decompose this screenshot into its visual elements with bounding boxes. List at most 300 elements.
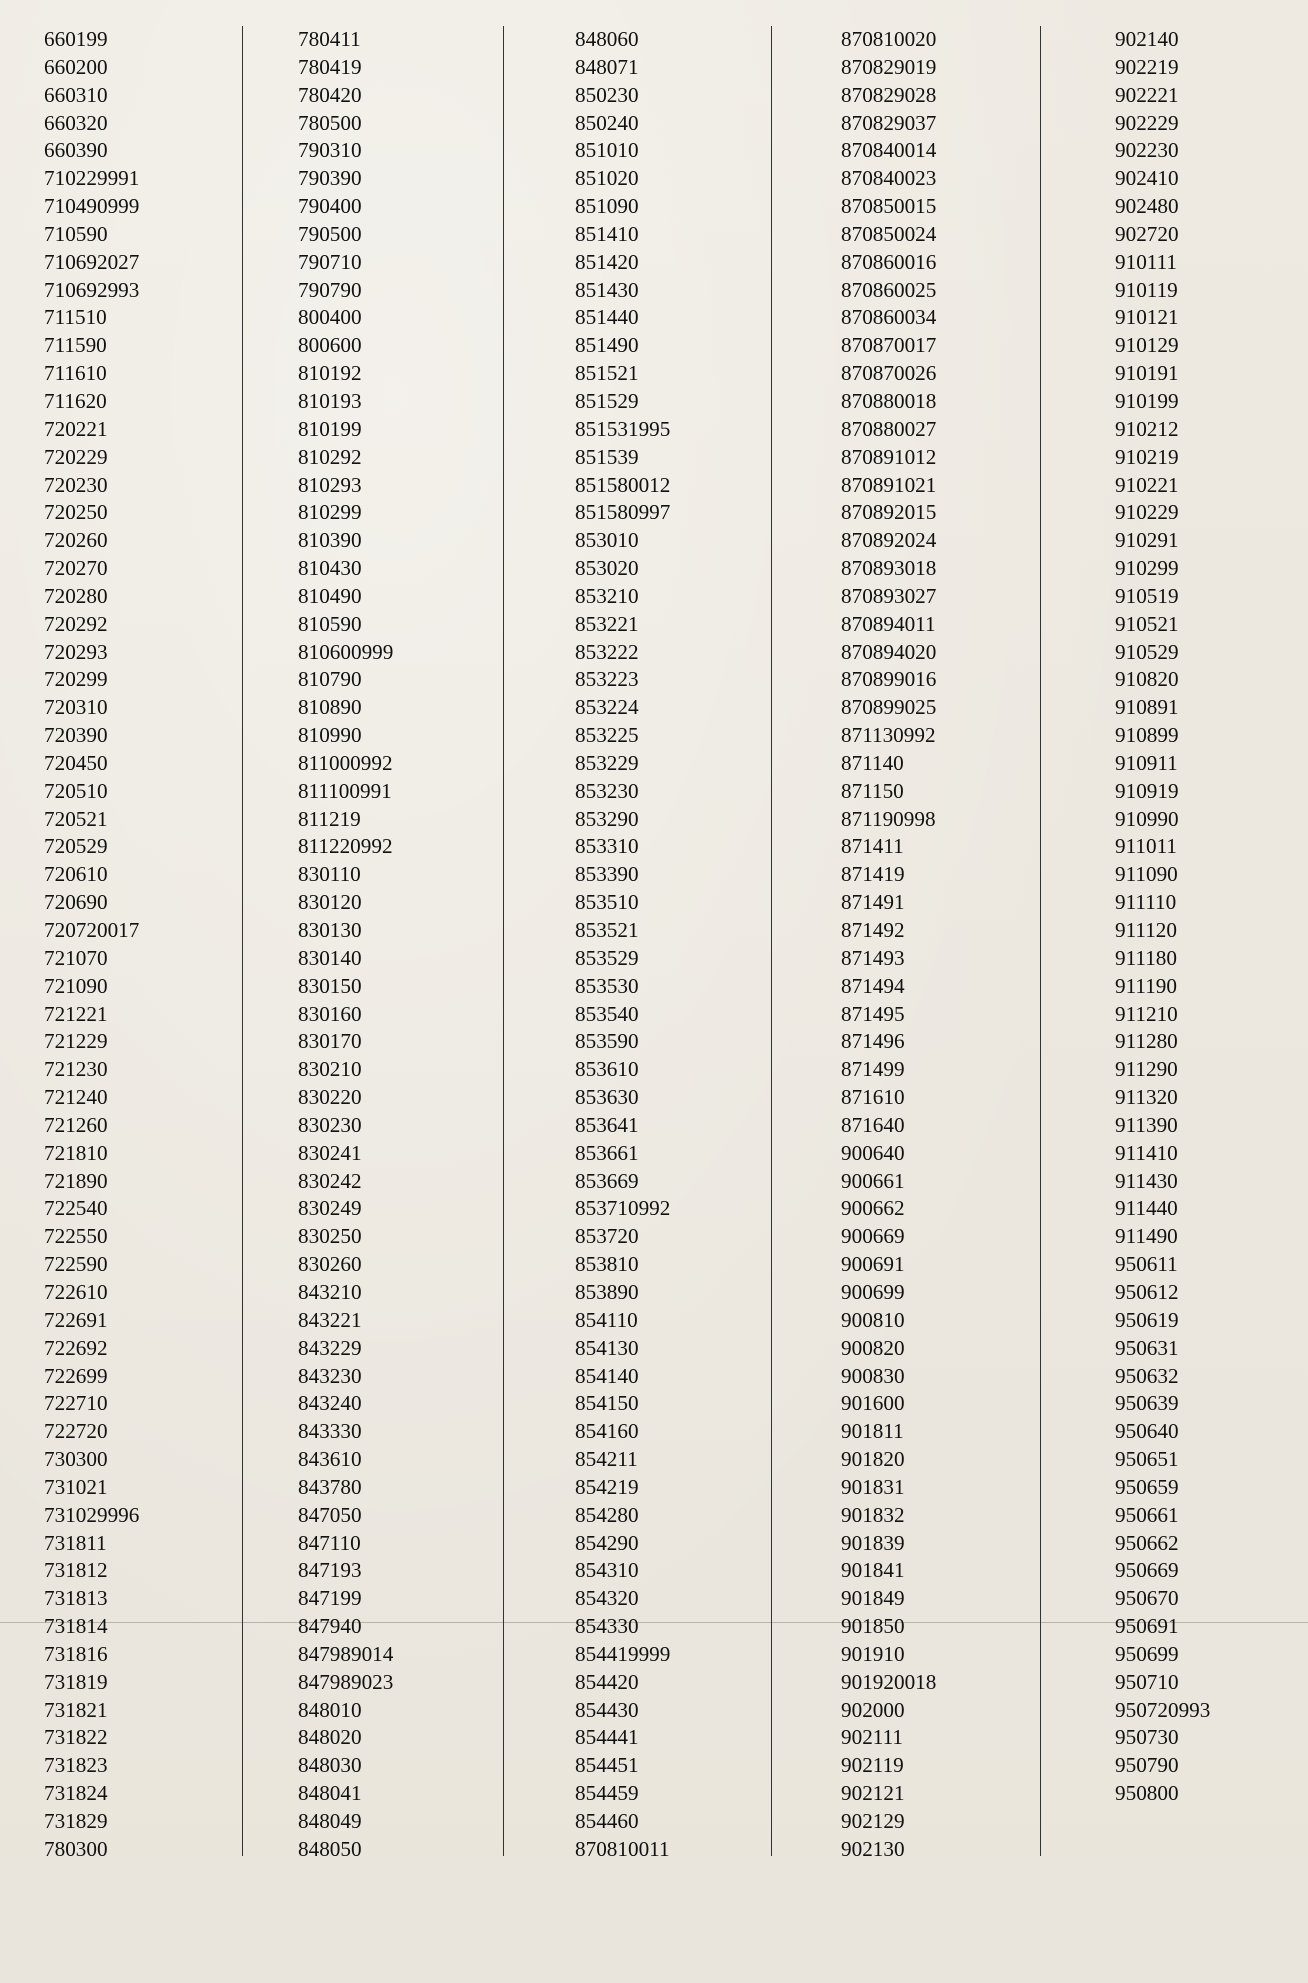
code-entry: 901811	[841, 1419, 904, 1444]
code-entry: 910221	[1115, 472, 1179, 497]
code-entry: 660390	[44, 138, 108, 163]
code-entry: 830250	[298, 1224, 362, 1249]
code-entry: 901850	[841, 1614, 905, 1639]
code-entry: 910291	[1115, 528, 1179, 553]
code-entry: 902111	[841, 1725, 903, 1750]
code-entry: 848071	[575, 54, 639, 79]
code-entry: 910219	[1115, 444, 1179, 469]
code-entry: 854110	[575, 1307, 638, 1332]
code-entry: 950632	[1115, 1363, 1179, 1388]
code-entry: 710490999	[44, 194, 140, 219]
code-entry: 900691	[841, 1252, 905, 1277]
code-entry: 950730	[1115, 1725, 1179, 1750]
code-entry: 720270	[44, 556, 108, 581]
code-entry: 911440	[1115, 1196, 1178, 1221]
code-column-3	[503, 26, 771, 1864]
code-entry: 901920018	[841, 1669, 937, 1694]
code-entry: 721240	[44, 1085, 108, 1110]
code-entry: 902119	[841, 1753, 904, 1778]
code-entry: 902000	[841, 1697, 905, 1722]
code-entry: 871499	[841, 1057, 905, 1082]
code-entry: 950670	[1115, 1586, 1179, 1611]
code-entry: 911390	[1115, 1112, 1178, 1137]
code-entry: 911290	[1115, 1057, 1178, 1082]
code-entry: 800400	[298, 305, 362, 330]
code-entry: 853530	[575, 973, 639, 998]
code-entry: 853590	[575, 1029, 639, 1054]
code-entry: 902130	[841, 1836, 905, 1861]
code-entry: 710692027	[44, 249, 140, 274]
code-entry: 900669	[841, 1224, 905, 1249]
code-entry: 851531995	[575, 416, 671, 441]
code-entry: 871496	[841, 1029, 905, 1054]
code-entry: 811219	[298, 806, 361, 831]
code-entry: 910911	[1115, 750, 1178, 775]
code-entry: 910199	[1115, 388, 1179, 413]
code-entry: 843230	[298, 1363, 362, 1388]
code-entry: 811000992	[298, 750, 393, 775]
code-entry: 911320	[1115, 1085, 1178, 1110]
code-entry: 790400	[298, 194, 362, 219]
code-entry: 910121	[1115, 305, 1179, 330]
code-entry: 950611	[1115, 1252, 1178, 1277]
code-entry: 731811	[44, 1530, 107, 1555]
code-entry: 911190	[1115, 973, 1177, 998]
code-entry: 730300	[44, 1447, 108, 1472]
code-entry: 950800	[1115, 1781, 1179, 1806]
code-entry: 722720	[44, 1419, 108, 1444]
code-entry: 910521	[1115, 611, 1179, 636]
code-entry: 900830	[841, 1363, 905, 1388]
code-entry: 853225	[575, 723, 639, 748]
code-entry: 902720	[1115, 221, 1179, 246]
code-entry: 720292	[44, 611, 108, 636]
code-entry: 853890	[575, 1279, 639, 1304]
code-entry: 848030	[298, 1753, 362, 1778]
code-entry: 810890	[298, 695, 362, 720]
code-entry: 870829019	[841, 54, 937, 79]
code-entry: 910891	[1115, 695, 1179, 720]
code-entry: 853224	[575, 695, 639, 720]
code-entry: 722590	[44, 1252, 108, 1277]
code-entry: 870860034	[841, 305, 937, 330]
code-entry: 711590	[44, 333, 107, 358]
code-entry: 950639	[1115, 1391, 1179, 1416]
code-entry: 854420	[575, 1669, 639, 1694]
code-entry: 811220992	[298, 834, 393, 859]
code-entry: 870899025	[841, 695, 937, 720]
code-entry: 853210	[575, 583, 639, 608]
code-entry: 900810	[841, 1307, 905, 1332]
code-entry: 950612	[1115, 1279, 1179, 1304]
code-entry: 731824	[44, 1781, 108, 1806]
code-entry: 720529	[44, 834, 108, 859]
code-entry: 871492	[841, 918, 905, 942]
code-entry: 660200	[44, 54, 108, 79]
code-entry: 854320	[575, 1586, 639, 1611]
code-entry: 851090	[575, 194, 639, 219]
code-entry: 870892015	[841, 500, 937, 525]
code-entry: 900820	[841, 1335, 905, 1360]
code-entry: 854419999	[575, 1641, 671, 1666]
code-entry: 853390	[575, 862, 639, 887]
code-entry: 901820	[841, 1447, 905, 1472]
code-entry: 902219	[1115, 54, 1179, 79]
code-entry: 871640	[841, 1112, 905, 1137]
code-entry: 711620	[44, 388, 107, 413]
code-entry: 843610	[298, 1447, 362, 1472]
code-entry: 910519	[1115, 583, 1179, 608]
code-entry: 853810	[575, 1252, 639, 1277]
code-entry: 871491	[841, 890, 905, 915]
code-entry: 870894011	[841, 611, 936, 636]
code-entry: 853510	[575, 890, 639, 915]
code-entry: 830150	[298, 973, 362, 998]
code-entry: 910229	[1115, 500, 1179, 525]
code-entry: 901600	[841, 1391, 905, 1416]
code-entry: 910820	[1115, 667, 1179, 692]
code-entry: 854130	[575, 1335, 639, 1360]
code-entry: 830140	[298, 945, 362, 970]
code-entry: 731029996	[44, 1502, 140, 1527]
code-entry: 851010	[575, 138, 639, 163]
code-entry: 911430	[1115, 1168, 1178, 1193]
code-entry: 902121	[841, 1781, 905, 1806]
code-entry: 853661	[575, 1140, 639, 1165]
code-entry: 911410	[1115, 1140, 1178, 1165]
code-entry: 870870026	[841, 361, 937, 386]
code-entry: 851539	[575, 444, 639, 469]
code-entry: 902480	[1115, 194, 1179, 219]
code-entry: 710692993	[44, 277, 140, 302]
code-entry: 871130992	[841, 723, 936, 748]
code-entry: 790500	[298, 221, 362, 246]
code-entry: 911210	[1115, 1001, 1178, 1026]
code-entry: 847110	[298, 1530, 361, 1555]
code-entry: 910129	[1115, 333, 1179, 358]
code-entry: 870840023	[841, 166, 937, 191]
code-entry: 854460	[575, 1809, 639, 1833]
code-entry: 848050	[298, 1836, 362, 1861]
code-entry: 854280	[575, 1502, 639, 1527]
code-entry: 950640	[1115, 1419, 1179, 1444]
code-entry: 870892024	[841, 528, 937, 553]
code-entry: 847989023	[298, 1669, 394, 1694]
code-entry: 830242	[298, 1168, 362, 1193]
code-entry: 851430	[575, 277, 639, 302]
code-entry: 721230	[44, 1057, 108, 1082]
code-entry: 722610	[44, 1279, 108, 1304]
code-entry: 910212	[1115, 416, 1179, 441]
code-entry: 810600999	[298, 639, 394, 664]
code-entry: 810192	[298, 361, 362, 386]
code-entry: 871190998	[841, 806, 936, 831]
code-table	[44, 26, 1290, 1864]
code-entry: 830260	[298, 1252, 362, 1277]
code-entry: 902129	[841, 1809, 905, 1833]
code-entry: 871495	[841, 1001, 905, 1026]
code-entry: 830220	[298, 1085, 362, 1110]
code-entry: 910529	[1115, 639, 1179, 664]
code-entry: 731813	[44, 1586, 108, 1611]
code-entry: 790790	[298, 277, 362, 302]
code-entry: 843330	[298, 1419, 362, 1444]
code-entry: 722699	[44, 1363, 108, 1388]
code-entry: 848010	[298, 1697, 362, 1722]
code-entry: 843240	[298, 1391, 362, 1416]
code-entry: 851020	[575, 166, 639, 191]
code-entry: 731814	[44, 1614, 108, 1639]
code-entry: 851420	[575, 249, 639, 274]
code-column-2	[242, 26, 503, 1864]
code-entry: 731822	[44, 1725, 108, 1750]
code-entry: 848041	[298, 1781, 362, 1806]
code-entry: 800600	[298, 333, 362, 358]
code-entry: 720230	[44, 472, 108, 497]
code-entry: 853610	[575, 1057, 639, 1082]
code-entry: 910990	[1115, 806, 1179, 831]
code-entry: 900662	[841, 1196, 905, 1221]
code-entry: 950710	[1115, 1669, 1179, 1694]
code-entry: 711510	[44, 305, 107, 330]
code-entry: 843210	[298, 1279, 362, 1304]
code-entry: 870880018	[841, 388, 937, 413]
code-entry: 853521	[575, 918, 639, 942]
code-entry: 830160	[298, 1001, 362, 1026]
code-entry: 720221	[44, 416, 108, 441]
code-entry: 870893018	[841, 556, 937, 581]
code-entry: 871419	[841, 862, 905, 887]
code-entry: 848049	[298, 1809, 362, 1833]
code-entry: 853710992	[575, 1196, 671, 1221]
code-entry: 950669	[1115, 1558, 1179, 1583]
code-entry: 721070	[44, 945, 108, 970]
code-entry: 911011	[1115, 834, 1177, 859]
code-entry: 851410	[575, 221, 639, 246]
code-entry: 660199	[44, 27, 108, 51]
code-entry: 853669	[575, 1168, 639, 1193]
code-entry: 870894020	[841, 639, 937, 664]
code-entry: 810292	[298, 444, 362, 469]
code-column-1	[44, 26, 242, 1864]
code-entry: 870880027	[841, 416, 937, 441]
code-entry: 854451	[575, 1753, 639, 1778]
code-entry: 871140	[841, 750, 904, 775]
code-entry: 660310	[44, 82, 108, 107]
code-entry: 870829037	[841, 110, 937, 135]
code-entry: 720260	[44, 528, 108, 553]
code-entry: 950662	[1115, 1530, 1179, 1555]
code-entry: 853290	[575, 806, 639, 831]
code-entry: 830210	[298, 1057, 362, 1082]
code-entry: 950720993	[1115, 1697, 1211, 1722]
code-entry: 871411	[841, 834, 904, 859]
code-entry: 853310	[575, 834, 639, 859]
code-entry: 853230	[575, 778, 639, 803]
code-entry: 810790	[298, 667, 362, 692]
code-entry: 870840014	[841, 138, 937, 163]
code-entry: 851521	[575, 361, 639, 386]
code-column-5	[1040, 26, 1290, 1864]
code-entry: 830249	[298, 1196, 362, 1221]
code-entry: 848060	[575, 27, 639, 51]
code-entry: 853010	[575, 528, 639, 553]
code-entry: 911120	[1115, 918, 1177, 942]
code-entry: 810430	[298, 556, 362, 581]
code-entry: 870891012	[841, 444, 937, 469]
code-entry: 950790	[1115, 1753, 1179, 1778]
code-entry: 950619	[1115, 1307, 1179, 1332]
code-entry: 911280	[1115, 1029, 1178, 1054]
code-entry: 848020	[298, 1725, 362, 1750]
code-entry: 810193	[298, 388, 362, 413]
code-entry: 722540	[44, 1196, 108, 1221]
code-entry: 950661	[1115, 1502, 1179, 1527]
code-entry: 900699	[841, 1279, 905, 1304]
code-entry: 911090	[1115, 862, 1178, 887]
code-entry: 721229	[44, 1029, 108, 1054]
code-entry: 853630	[575, 1085, 639, 1110]
code-entry: 722692	[44, 1335, 108, 1360]
code-entry: 871610	[841, 1085, 905, 1110]
code-entry: 780419	[298, 54, 362, 79]
code-entry: 854140	[575, 1363, 639, 1388]
code-entry: 780500	[298, 110, 362, 135]
code-entry: 710590	[44, 221, 108, 246]
code-entry: 870850024	[841, 221, 937, 246]
code-entry: 731021	[44, 1474, 108, 1499]
code-entry: 843229	[298, 1335, 362, 1360]
code-entry: 870810011	[575, 1836, 670, 1861]
code-entry: 854459	[575, 1781, 639, 1806]
code-entry: 911110	[1115, 890, 1177, 915]
code-entry: 660320	[44, 110, 108, 135]
code-entry: 720510	[44, 778, 108, 803]
code-entry: 870860016	[841, 249, 937, 274]
code-entry: 731829	[44, 1809, 108, 1833]
code-entry: 910919	[1115, 778, 1179, 803]
code-entry: 910299	[1115, 556, 1179, 581]
code-entry: 854150	[575, 1391, 639, 1416]
code-entry: 851529	[575, 388, 639, 413]
code-entry: 901839	[841, 1530, 905, 1555]
code-entry: 720299	[44, 667, 108, 692]
code-entry: 720280	[44, 583, 108, 608]
code-entry: 720390	[44, 723, 108, 748]
code-entry: 731823	[44, 1753, 108, 1778]
code-entry: 720690	[44, 890, 108, 915]
code-entry: 847989014	[298, 1641, 394, 1666]
code-entry: 950631	[1115, 1335, 1179, 1360]
code-entry: 853221	[575, 611, 639, 636]
code-entry: 710229991	[44, 166, 140, 191]
code-entry: 854211	[575, 1447, 638, 1472]
code-entry: 830241	[298, 1140, 362, 1165]
code-entry: 871150	[841, 778, 904, 803]
code-entry: 850240	[575, 110, 639, 135]
code-entry: 721090	[44, 973, 108, 998]
code-entry: 854310	[575, 1558, 639, 1583]
code-entry: 901841	[841, 1558, 905, 1583]
code-entry: 810490	[298, 583, 362, 608]
code-entry: 722550	[44, 1224, 108, 1249]
code-entry: 721810	[44, 1140, 108, 1165]
code-entry: 810990	[298, 723, 362, 748]
code-entry: 720250	[44, 500, 108, 525]
code-entry: 843221	[298, 1307, 362, 1332]
code-entry: 731819	[44, 1669, 108, 1694]
code-entry: 910191	[1115, 361, 1179, 386]
code-entry: 720293	[44, 639, 108, 664]
code-entry: 901910	[841, 1641, 905, 1666]
code-entry: 720229	[44, 444, 108, 469]
code-entry: 720521	[44, 806, 108, 831]
code-entry: 853529	[575, 945, 639, 970]
code-entry: 851490	[575, 333, 639, 358]
code-entry: 853020	[575, 556, 639, 581]
code-entry: 870891021	[841, 472, 937, 497]
code-entry: 901849	[841, 1586, 905, 1611]
code-entry: 843780	[298, 1474, 362, 1499]
code-entry: 853223	[575, 667, 639, 692]
code-entry: 902229	[1115, 110, 1179, 135]
code-entry: 911180	[1115, 945, 1177, 970]
code-entry: 780300	[44, 1836, 108, 1861]
code-entry: 851440	[575, 305, 639, 330]
code-entry: 851580012	[575, 472, 671, 497]
code-entry: 950699	[1115, 1641, 1179, 1666]
code-entry: 854219	[575, 1474, 639, 1499]
code-entry: 900661	[841, 1168, 905, 1193]
code-entry: 720310	[44, 695, 108, 720]
code-entry: 950691	[1115, 1614, 1179, 1639]
code-entry: 871493	[841, 945, 905, 970]
code-entry: 721890	[44, 1168, 108, 1193]
code-entry: 901831	[841, 1474, 905, 1499]
code-entry: 853229	[575, 750, 639, 775]
code-entry: 853222	[575, 639, 639, 664]
code-entry: 901832	[841, 1502, 905, 1527]
code-entry: 790390	[298, 166, 362, 191]
code-entry: 902140	[1115, 27, 1179, 51]
code-entry: 830230	[298, 1112, 362, 1137]
code-entry: 900640	[841, 1140, 905, 1165]
code-entry: 810590	[298, 611, 362, 636]
code-entry: 731821	[44, 1697, 108, 1722]
code-entry: 870810020	[841, 27, 937, 51]
code-entry: 854160	[575, 1419, 639, 1444]
code-entry: 721221	[44, 1001, 108, 1026]
code-entry: 721260	[44, 1112, 108, 1137]
code-entry: 810293	[298, 472, 362, 497]
code-entry: 810299	[298, 500, 362, 525]
code-entry: 830130	[298, 918, 362, 942]
code-entry: 850230	[575, 82, 639, 107]
code-entry: 780411	[298, 27, 361, 51]
code-entry: 870893027	[841, 583, 937, 608]
code-entry: 847193	[298, 1558, 362, 1583]
code-entry: 910111	[1115, 249, 1177, 274]
code-entry: 830120	[298, 890, 362, 915]
code-entry: 780420	[298, 82, 362, 107]
code-entry: 720610	[44, 862, 108, 887]
code-entry: 811100991	[298, 778, 392, 803]
code-entry: 870899016	[841, 667, 937, 692]
code-entry: 870850015	[841, 194, 937, 219]
code-entry: 911490	[1115, 1224, 1178, 1249]
code-entry: 720450	[44, 750, 108, 775]
code-entry: 853540	[575, 1001, 639, 1026]
